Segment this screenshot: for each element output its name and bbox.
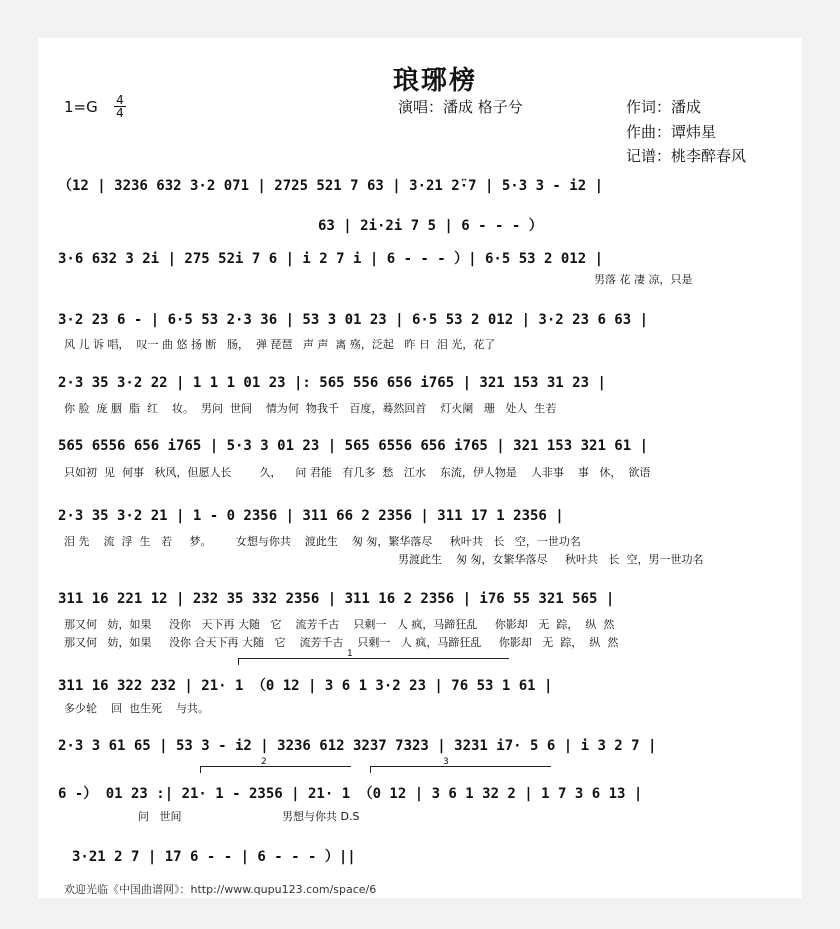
score-line-4: 3·2 23 6 - | 6·5 53 2·3 36 | 53 3 01 23 | 6·5 53 2 012 | 3·2 23 6 63 | (58, 312, 649, 328)
key-signature: 1=G (64, 98, 98, 116)
score-line-8: 311 16 221 12 | 232 35 332 2356 | 311 16 2 2356 | i76 55 321 565 | (58, 591, 615, 607)
lyric-line-9: 多少轮 回 也生死 与共。 (64, 702, 209, 715)
transcriber-credit: 记谱：桃李醉春风 (626, 147, 747, 165)
footer-source: 欢迎光临《中国曲谱网》：http://www.qupu123.com/space/6 (64, 883, 377, 896)
lyricist-credit: 作词：潘成 (626, 98, 702, 116)
score-line-7: 2·3 35 3·2 21 | 1 - 0 2356 | 311 66 2 2356 | 311 17 1 2356 | (58, 508, 564, 524)
score-line-11: 6 -） 01 23 :| 21· 1 - 2356 | 21· 1 （0 12 | 3 6 1 32 2 | 1 7 3 6 13 | (58, 786, 643, 802)
score-line-6: 565 6556 656 i765 | 5·3 3 01 23 | 565 6556 656 i765 | 321 153 321 61 | (58, 438, 649, 454)
lyric-line-4: 只如初 见 何事 秋风，但愿人长 久， 问 君能 有几多 愁 江水 东流，伊人物是 人非事 事 休， 欲语 (64, 466, 651, 479)
lyric-line-11: 男想与你共 D.S (282, 810, 360, 823)
score-line-3: 3·6 632 3 2i | 275 52i 7 6 | i 2 7 i | 6 - - - ）| 6·5 53 2 012 | (58, 251, 604, 267)
composer-credit: 作曲：谭炜星 (626, 123, 717, 141)
score-line-1: （12 | 3236 632 3·2 071 | 2725 521 7 63 | 3·21 2̈·7 | 5·3 3 - i2 | (58, 178, 604, 194)
lyric-line-3: 你 脸 庞 胭 脂 红 妆。 男问 世间 情为何 物我千 百度，蓦然回首 灯火阑 珊 处人 生若 (64, 402, 557, 415)
lyric-line-2: 风 儿 诉 唱， 叹一 曲 悠 扬 断 肠， 弹 琵琶 声 声 离 殇，泛起 昨 日 泪 光，花了 (64, 338, 496, 351)
score-sheet (38, 38, 802, 898)
lyric-line-6: 男渡此生 匆 匆，女繁华落尽 秋叶共 长 空，男一世功名 (398, 553, 704, 566)
lyric-line-1: 男落 花 凄 凉，只是 (594, 273, 693, 286)
song-title: 琅琊榜 (392, 66, 477, 96)
volta-bracket-2: 2 (200, 766, 351, 773)
time-signature (114, 94, 126, 119)
singer-credit: 演唱：潘成 格子兮 (398, 98, 523, 116)
score-line-12: 3·21 2 7 | 17 6 - - | 6 - - - ）|| (72, 849, 356, 865)
lyric-line-7: 那又何 妨，如果 没你 天下再 大随 它 流芳千古 只剩一 人 疯，马蹄狂乱 你影却 无 踪， 纵 然 (64, 618, 615, 631)
lyric-line-5: 泪 先 流 浮 生 若 梦。 女想与你共 渡此生 匆 匆，繁华落尽 秋叶共 长 空，一世功名 (64, 535, 581, 548)
time-top: 4 (116, 93, 124, 107)
score-line-9: 311 16 322 232 | 21· 1 （0 12 | 3 6 1 3·2 23 | 76 53 1 61 | (58, 678, 553, 694)
score-line-5: 2·3 35 3·2 22 | 1 1 1 01 23 |: 565 556 656 i765 | 321 153 31 23 | (58, 375, 606, 391)
score-line-10: 2·3 3 61 65 | 53 3 - i2 | 3236 612 3237 7323 | 3231 i7· 5 6 | i 3 2 7 | (58, 738, 657, 754)
volta-bracket-1: 1 (238, 658, 509, 665)
lyric-line-8: 那又何 妨，如果 没你 合天下再 大随 它 流芳千古 只剩一 人 疯，马蹄狂乱 你影却 无 踪， 纵 然 (64, 636, 619, 649)
score-line-2: 63 | 2i·2i 7 5 | 6 - - - ） (318, 218, 543, 234)
volta-bracket-3: 3 (370, 766, 551, 773)
time-bottom: 4 (114, 106, 126, 119)
lyric-line-10: 问 世间 (138, 810, 182, 823)
